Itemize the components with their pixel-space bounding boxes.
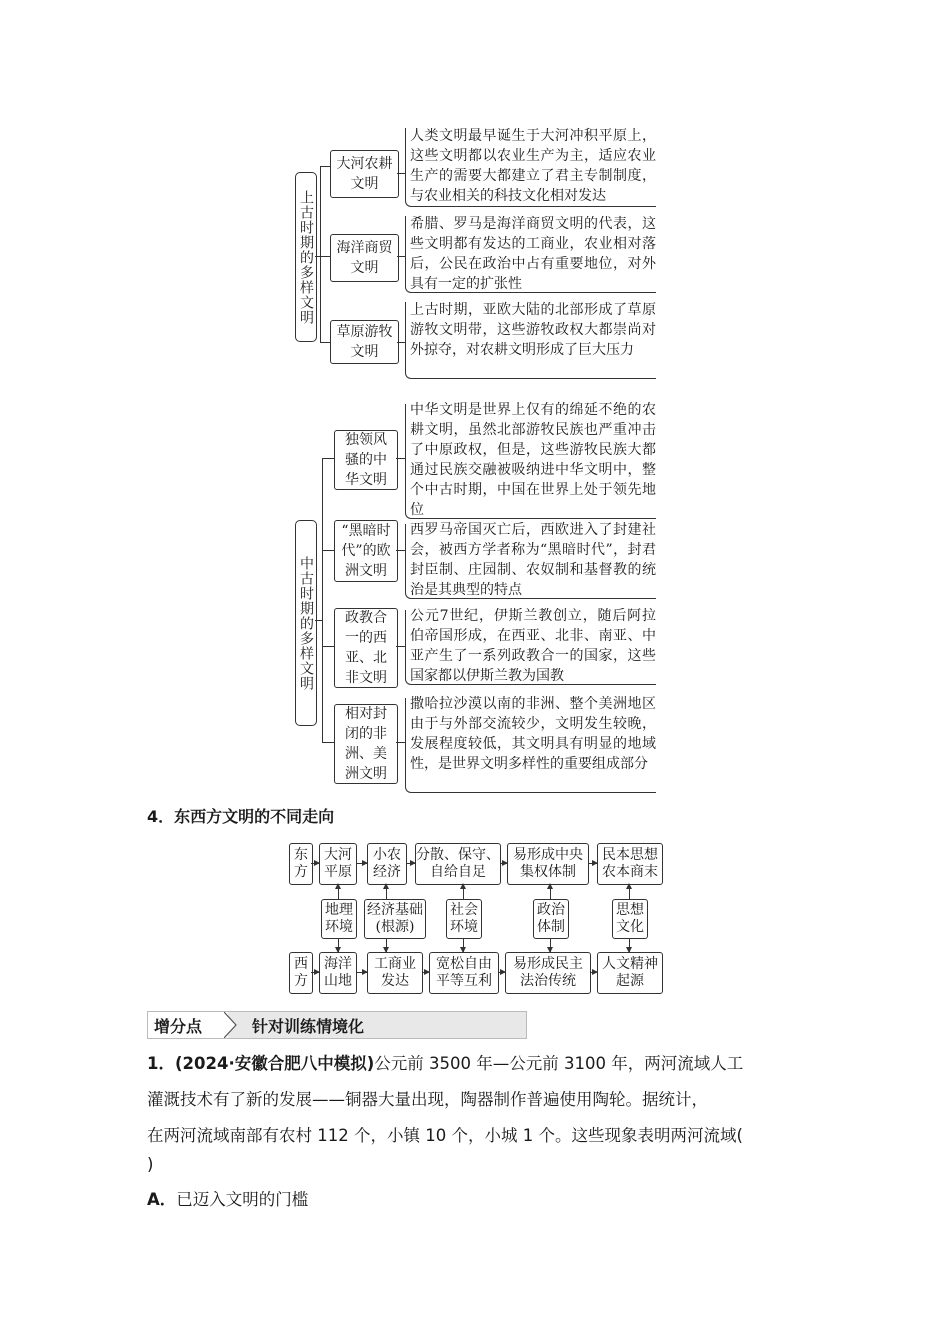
down-arrow-3 <box>463 938 464 952</box>
middle-node-3: 社会 环境 <box>446 899 482 939</box>
ancient-category-farming: 大河农耕 文明 <box>330 150 399 198</box>
question-line-4: ) <box>147 1155 154 1174</box>
east-arrow-5 <box>588 863 597 864</box>
west-arrow-3 <box>422 972 429 973</box>
middle-node-4: 政治 体制 <box>533 899 569 939</box>
west-node-4: 易形成民主 法治传统 <box>505 952 591 994</box>
west-node-2: 工商业 发达 <box>367 952 423 994</box>
west-arrow-2 <box>356 972 367 973</box>
ancient-link-2 <box>397 256 405 257</box>
ancient-category-maritime: 海洋商贸 文明 <box>330 234 399 282</box>
medieval-link-4 <box>396 742 405 743</box>
down-arrow-1 <box>338 938 339 952</box>
medieval-link-1 <box>396 458 405 459</box>
up-arrow-3 <box>463 884 464 899</box>
down-arrow-4 <box>550 938 551 952</box>
west-arrow-1 <box>311 972 319 973</box>
medieval-category-europe: “黑暗时 代”的欧 洲文明 <box>334 520 398 582</box>
medieval-desc-africa: 撒哈拉沙漠以南的非洲、整个美洲地区由于与外部交流较少，文明发生较晚，发展程度较低，其文明具有明显的地域性，是世界文明多样性的重要组成部分 <box>410 696 656 772</box>
ancient-desc-nomadic: 上古时期，亚欧大陆的北部形成了草原游牧文明带，这些游牧政权大都崇尚对外掠夺，对农耕文明形成了巨大压力 <box>410 302 656 358</box>
ancient-link-1 <box>397 173 405 174</box>
banner-tag-text: 增分点 <box>154 1017 203 1036</box>
ancient-connector-1 <box>320 166 330 167</box>
down-arrow-5 <box>629 938 630 952</box>
ancient-title-box <box>295 172 317 342</box>
up-arrow-2 <box>386 884 387 899</box>
ancient-title: 上古时期的多样文明 <box>298 189 314 325</box>
ancient-bracket <box>320 166 321 342</box>
medieval-bracket-stub <box>315 620 323 621</box>
banner-chevron <box>224 1012 244 1038</box>
middle-node-5: 思想 文化 <box>612 899 648 939</box>
west-node-3: 宽松自由 平等互利 <box>429 952 499 994</box>
medieval-link-2 <box>396 550 405 551</box>
up-arrow-1 <box>338 884 339 899</box>
banner-title: 针对训练情境化 <box>252 1017 365 1036</box>
question-number: 1． <box>147 1054 175 1073</box>
up-arrow-5 <box>629 884 630 899</box>
medieval-desc-europe: 西罗马帝国灭亡后，西欧进入了封建社会，被西方学者称为“黑暗时代”，封君封臣制、庄园制、农奴制和基督教的统治是其典型的特点 <box>410 522 656 598</box>
question-line-3: 在两河流域南部有农村 112 个，小镇 10 个，小城 1 个。这些现象表明两河流域( <box>147 1126 743 1145</box>
medieval-category-africa: 相对封 闭的非 洲、美 洲文明 <box>334 704 398 784</box>
medieval-desc-china: 中华文明是世界上仅有的绵延不绝的农耕文明，虽然北部游牧民族也严重冲击了中原政权，但是，这些游牧民族大都通过民族交融被吸纳进中华文明中，整个中古时期，中国在世界上处于领先地位 <box>410 402 656 518</box>
east-arrow-1 <box>311 863 319 864</box>
ancient-category-nomadic: 草原游牧 文明 <box>330 320 399 364</box>
ancient-connector-2 <box>320 256 330 257</box>
medieval-category-westasia: 政教合 一的西 亚、北 非文明 <box>334 608 398 688</box>
ancient-connector-3 <box>320 342 330 343</box>
east-label: 东 方 <box>289 843 313 885</box>
east-arrow-3 <box>406 863 415 864</box>
east-node-3: 分散、保守、 自给自足 <box>415 843 501 885</box>
question-text-1: 公元前 3500 年—公元前 3100 年，两河流域人工 <box>374 1054 744 1073</box>
ancient-desc-farming: 人类文明最早诞生于大河冲积平原上，这些文明都以农业生产为主，适应农业生产的需要大都建立了君主专制制度，与农业相关的科技文化相对发达 <box>410 128 656 204</box>
up-arrow-4 <box>550 884 551 899</box>
east-arrow-4 <box>500 863 507 864</box>
west-label: 西 方 <box>289 952 313 994</box>
banner <box>147 1011 527 1039</box>
medieval-bracket <box>322 458 323 742</box>
east-arrow-2 <box>356 863 367 864</box>
east-node-2: 小农 经济 <box>367 843 407 885</box>
middle-node-1: 地理 环境 <box>321 899 357 939</box>
question-source: (2024·安徽合肥八中模拟) <box>174 1054 375 1073</box>
ancient-desc-maritime: 希腊、罗马是海洋商贸文明的代表，这些文明都有发达的工商业，农业相对落后，公民在政治中占有重要地位，对外具有一定的扩张性 <box>410 216 656 292</box>
west-node-5: 人文精神 起源 <box>597 952 663 994</box>
middle-node-2: 经济基础 (根源) <box>364 899 426 939</box>
medieval-link-3 <box>396 646 405 647</box>
west-arrow-5 <box>590 972 597 973</box>
east-node-4: 易形成中央 集权体制 <box>507 843 589 885</box>
medieval-title-box <box>295 520 317 726</box>
option-a-letter: A． <box>147 1190 177 1209</box>
option-a-text: 已迈入文明的门槛 <box>176 1190 309 1209</box>
east-node-5: 民本思想 农本商末 <box>597 843 663 885</box>
down-arrow-2 <box>386 938 387 952</box>
west-arrow-4 <box>498 972 505 973</box>
medieval-connector-2 <box>322 550 334 551</box>
medieval-title: 中古时期的多样文明 <box>298 555 314 691</box>
west-node-1: 海洋 山地 <box>319 952 357 994</box>
medieval-connector-3 <box>322 646 334 647</box>
medieval-connector-4 <box>322 742 334 743</box>
option-a[interactable] <box>147 1182 547 1218</box>
medieval-desc-westasia: 公元7世纪，伊斯兰教创立，随后阿拉伯帝国形成，在西亚、北非、南亚、中亚产生了一系列政教合一的国家，这些国家都以伊斯兰教为国教 <box>410 608 656 684</box>
section-heading: 4．东西方文明的不同走向 <box>147 807 335 826</box>
question-line-2: 灌溉技术有了新的发展——铜器大量出现，陶器制作普遍使用陶轮。据统计， <box>147 1090 708 1109</box>
east-node-1: 大河 平原 <box>319 843 357 885</box>
medieval-connector-1 <box>322 458 334 459</box>
ancient-link-3 <box>397 342 405 343</box>
medieval-category-china: 独领风 骚的中 华文明 <box>334 430 398 490</box>
question-line-1 <box>147 1046 807 1082</box>
